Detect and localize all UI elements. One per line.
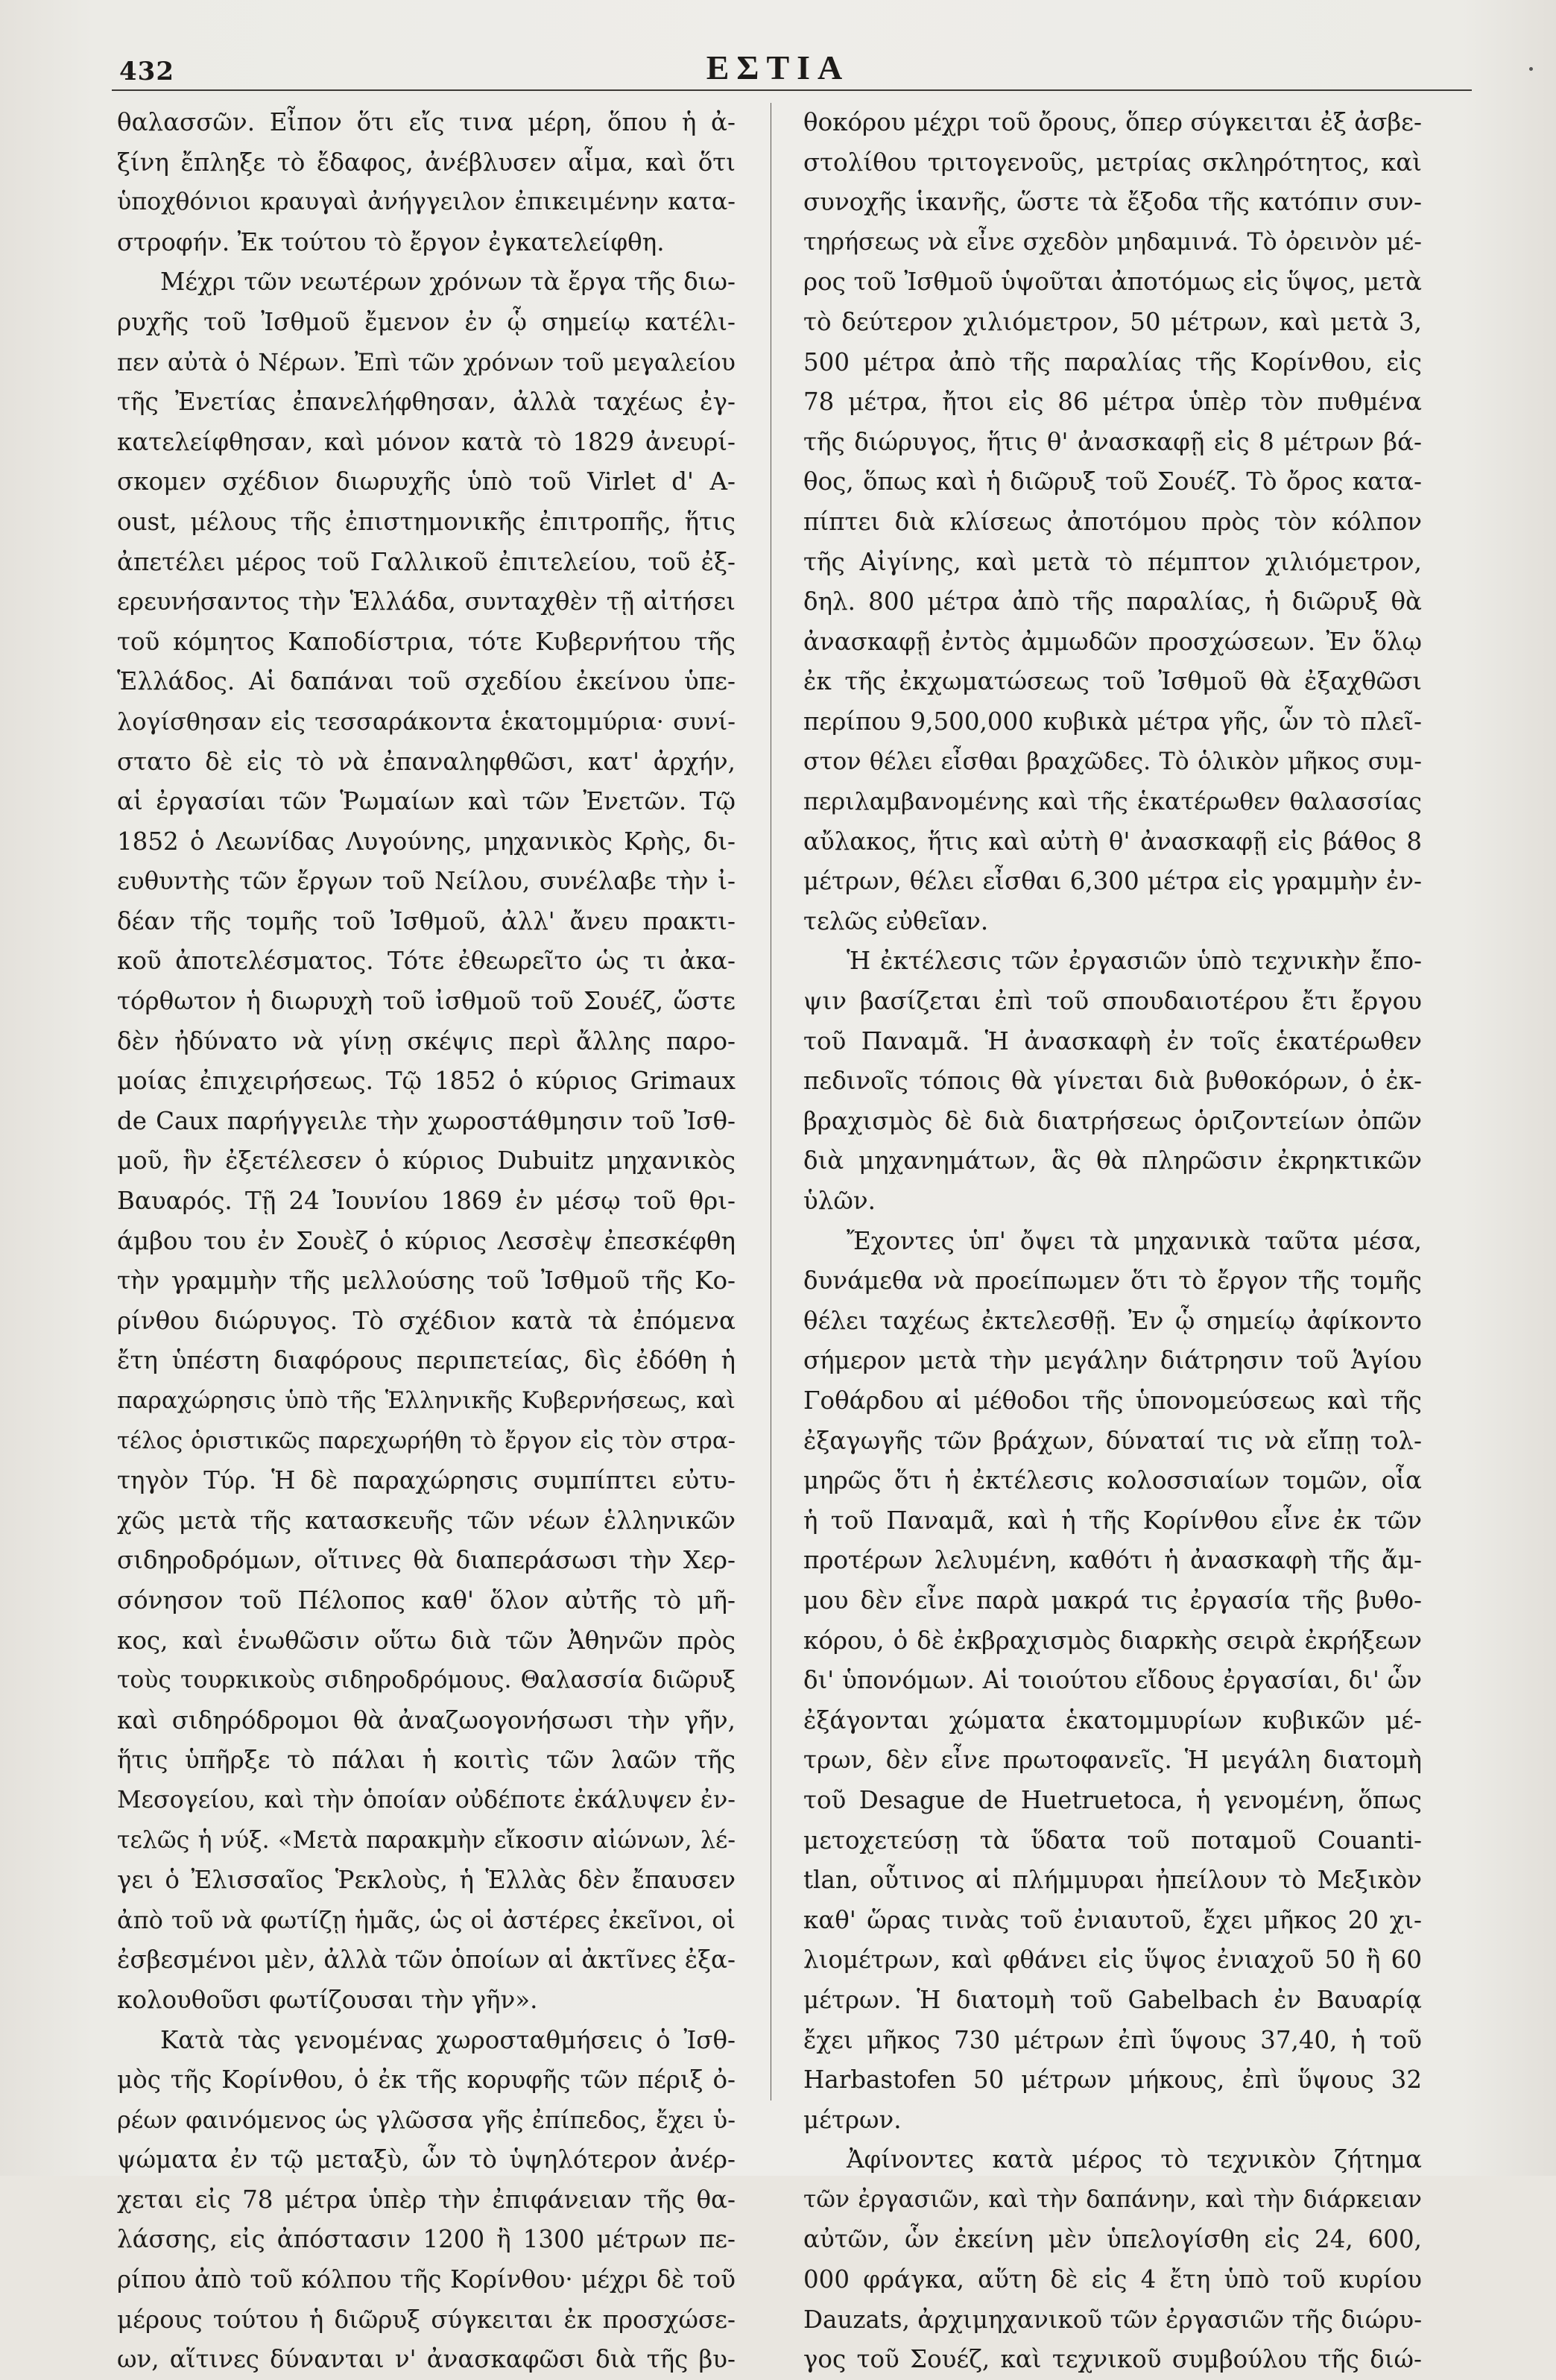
text-line: ἐκ τῆς ἐκχωματώσεως τοῦ Ἰσθμοῦ θὰ ἐξαχθῶσι [803,667,1422,696]
text-line: oust, μέλους τῆς ἐπιστημονικῆς ἐπιτροπῆς, ἥτις [117,507,736,536]
text-line: δι' ὑπονόμων. Αἱ τοιούτου εἴδους ἐργασίαι, δι' ὧν [803,1666,1422,1695]
text-line: tlan, οὗτινος αἱ πλήμμυραι ἠπείλουν τὸ Μεξικὸν [803,1866,1422,1895]
text-line: Βαυαρός. Τῇ 24 Ἰουνίου 1869 ἐν μέσῳ τοῦ θρι- [117,1187,736,1216]
text-line: τὴν γραμμὴν τῆς μελλούσης τοῦ Ἰσθμοῦ τῆς Κο- [117,1266,736,1295]
text-line: μέτρων. Ἡ διατομὴ τοῦ Gabelbach ἐν Βαυαρίᾳ [803,1985,1422,2014]
text-line: ἐξάγονται χώματα ἑκατομμυρίων κυβικῶν μέ- [803,1705,1422,1735]
running-title: ΕΣΤΙΑ [706,48,850,86]
text-line: παραχώρησις ὑπὸ τῆς Ἑλληνικῆς Κυβερνήσεως, καὶ [117,1387,736,1414]
text-line: Γοθάρδου αἱ μέθοδοι τῆς ὑπονομεύσεως καὶ τῆς [803,1386,1422,1415]
text-line: καθ' ὥρας τινὰς τοῦ ἐνιαυτοῦ, ἔχει μῆκος 20 χι- [803,1905,1422,1934]
text-line: αὔλακος, ἥτις καὶ αὐτὴ θ' ἀνασκαφῇ εἰς βάθος 8 [803,827,1422,856]
text-line: ἀπὸ τοῦ νὰ φωτίζῃ ἡμᾶς, ὡς οἱ ἀστέρες ἐκεῖνοι, οἱ [117,1905,736,1934]
text-line: κολουθοῦσι φωτίζουσαι τὴν γῆν». [117,1985,538,2014]
text-line: τοῦ Παναμᾶ. Ἡ ἀνασκαφὴ ἐν τοῖς ἑκατέρωθεν [803,1026,1422,1055]
text-line: 500 μέτρα ἀπὸ τῆς παραλίας τῆς Κορίνθου, εἰς [803,347,1422,376]
text-line: μὸς τῆς Κορίνθου, ὁ ἐκ τῆς κορυφῆς τῶν πέριξ ὀ- [117,2065,736,2095]
text-line: de Caux παρήγγειλε τὴν χωροστάθμησιν τοῦ Ἰσθ- [117,1106,736,1135]
text-line: κοῦ ἀποτελέσματος. Τότε ἐθεωρεῖτο ὡς τι ἀκα- [117,947,736,976]
text-line: σόνησον τοῦ Πέλοπος καθ' ὅλον αὐτῆς τὸ μῆ- [117,1585,736,1614]
text-line: δηλ. 800 μέτρα ἀπὸ τῆς παραλίας, ἡ διῶρυξ θὰ [803,587,1422,616]
text-line: Ἔχοντες ὑπ' ὄψει τὰ μηχανικὰ ταῦτα μέσα, [847,1226,1422,1255]
text-line: δυνάμεθα νὰ προείπωμεν ὅτι τὸ ἔργον τῆς τομῆς [803,1266,1422,1295]
text-line: τὸ δεύτερον χιλιόμετρον, 50 μέτρων, καὶ μετὰ 3, [803,307,1422,336]
text-line: λάσσης, εἰς ἀπόστασιν 1200 ἢ 1300 μέτρων πε- [117,2225,736,2254]
text-line: δέαν τῆς τομῆς τοῦ Ἰσθμοῦ, ἀλλ' ἄνευ πρακτι- [117,906,736,935]
text-line: Μεσογείου, καὶ τὴν ὁποίαν οὐδέποτε ἐκάλυψεν ἐν- [117,1786,736,1814]
text-line: τηρήσεως νὰ εἶνε σχεδὸν μηδαμινά. Τὸ ὀρεινὸν μέ- [803,228,1422,256]
text-line: αὐτῶν, ὧν ἐκείνη μὲν ὑπελογίσθη εἰς 24, 600, [803,2225,1422,2254]
text-line: καὶ σιδηρόδρομοι θὰ ἀναζωογονήσωσι τὴν γῆν, [117,1705,736,1735]
text-line: πεν αὐτὰ ὁ Νέρων. Ἐπὶ τῶν χρόνων τοῦ μεγαλείου [117,347,736,376]
text-line: σήμερον μετὰ τὴν μεγάλην διάτρησιν τοῦ Ἁγίου [803,1346,1422,1375]
text-line: Μέχρι τῶν νεωτέρων χρόνων τὰ ἔργα τῆς διω- [160,268,736,297]
text-line: σιδηροδρόμων, οἵτινες θὰ διαπεράσωσι τὴν Χερ- [117,1546,736,1575]
text-line: θοκόρου μέχρι τοῦ ὄρους, ὅπερ σύγκειται ἐξ ἀσβε- [803,108,1422,136]
text-line: ὑλῶν. [803,1187,876,1216]
text-line: 78 μέτρα, ἤτοι εἰς 86 μέτρα ὑπὲρ τὸν πυθμένα [803,388,1422,417]
text-line: 000 φράγκα, αὕτη δὲ εἰς 4 ἔτη ὑπὸ τοῦ κυρίου [803,2265,1422,2294]
text-line: ρυχῆς τοῦ Ἰσθμοῦ ἔμενον ἐν ᾧ σημείῳ κατέλι- [117,307,736,336]
text-line: πεδινοῖς τόποις θὰ γίνεται διὰ βυθοκόρων, ὁ ἐκ- [803,1067,1422,1096]
text-line: χῶς μετὰ τῆς κατασκευῆς τῶν νέων ἑλληνικῶν [117,1506,736,1535]
text-line: στατο δὲ εἰς τὸ νὰ ἐπαναληφθῶσι, κατ' ἀρχήν, [117,747,736,776]
text-line: 1852 ὁ Λεωνίδας Λυγούνης, μηχανικὸς Κρὴς, δι- [117,827,736,856]
text-line: θαλασσῶν. Εἶπον ὅτι εἴς τινα μέρη, ὅπου ἡ ἀ- [117,108,736,136]
text-line: μοῦ, ἣν ἐξετέλεσεν ὁ κύριος Dubuitz μηχανικὸς [117,1146,736,1175]
text-line: ρίνθου διώρυγος. Τὸ σχέδιον κατὰ τὰ ἐπόμενα [117,1306,736,1335]
edge-mark [1529,67,1533,71]
text-line: τοῦ Desague de Huetruetoca, ἡ γενομένη, ὅπως [803,1785,1422,1814]
text-line: Ἑλλάδος. Αἱ δαπάναι τοῦ σχεδίου ἐκείνου ὑπε- [117,667,736,696]
text-line: ξίνη ἔπληξε τὸ ἔδαφος, ἀνέβλυσεν αἷμα, καὶ ὅτι [117,148,736,177]
text-line: τόρθωτον ἡ διωρυχὴ τοῦ ἰσθμοῦ τοῦ Σουέζ, ὥστε [117,987,736,1016]
text-line: στον θέλει εἶσθαι βραχῶδες. Τὸ ὁλικὸν μῆκος συμ- [803,748,1422,775]
text-line: ἔχει μῆκος 730 μέτρων ἐπὶ ὕψους 37,40, ἡ τοῦ [803,2025,1422,2054]
text-line: δὲν ἠδύνατο νὰ γίνῃ σκέψις περὶ ἄλλης παρο- [117,1026,736,1055]
text-line: γει ὁ Ἐλισσαῖος Ῥεκλοὺς, ἡ Ἑλλὰς δὲν ἔπαυσεν [117,1866,736,1895]
text-line: στροφήν. Ἐκ τούτου τὸ ἔργον ἐγκατελείφθη. [117,227,665,256]
header-rule [112,89,1472,91]
text-line: λιομέτρων, καὶ φθάνει εἰς ὕψος ἐνιαχοῦ 50 ἢ 60 [803,1945,1422,1975]
text-line: τελῶς ἡ νύξ. «Μετὰ παρακμὴν εἴκοσιν αἰώνων, λέ- [117,1826,736,1854]
text-line: τέλος ὁριστικῶς παρεχωρήθη τὸ ἔργον εἰς τὸν στρα- [117,1427,736,1454]
text-line: μέτρων. [803,2105,902,2134]
text-line: Ἡ ἐκτέλεσις τῶν ἐργασιῶν ὑπὸ τεχνικὴν ἔπο- [847,947,1422,976]
right-column [803,103,1422,2380]
text-line: τηγὸν Τύρ. Ἡ δὲ παραχώρησις συμπίπτει εὐτυ- [117,1466,736,1495]
text-line: ἀνασκαφῇ ἐντὸς ἀμμωδῶν προσχώσεων. Ἐν ὅλῳ [803,627,1422,656]
text-line: γος τοῦ Σουέζ, καὶ τεχνικοῦ συμβούλου τῆς διώ- [803,2345,1422,2374]
text-line: διὰ μηχανημάτων, ἃς θὰ πληρῶσιν ἐκρηκτικῶν [803,1146,1422,1175]
text-line: ἡ τοῦ Παναμᾶ, καὶ ἡ τῆς Κορίνθου εἶνε ἐκ τῶν [803,1506,1422,1535]
text-line: ρος τοῦ Ἰσθμοῦ ὑψοῦται ἀποτόμως εἰς ὕψος, μετὰ [803,268,1422,297]
text-line: ψιν βασίζεται ἐπὶ τοῦ σπουδαιοτέρου ἔτι ἔργου [803,987,1422,1016]
text-line: ἀπετέλει μέρος τοῦ Γαλλικοῦ ἐπιτελείου, τοῦ ἐξ- [117,547,736,576]
text-line: περιλαμβανομένης καὶ τῆς ἑκατέρωθεν θαλασσίας [803,787,1422,816]
text-line: μοίας ἐπιχειρήσεως. Τῷ 1852 ὁ κύριος Grimaux [117,1067,736,1096]
text-line: τῆς Ἐνετίας ἐπανελήφθησαν, ἀλλὰ ταχέως ἐγ- [117,388,736,417]
text-line: κόρου, ὁ δὲ ἐκβραχισμὸς διαρκὴς σειρὰ ἐκρήξεων [803,1626,1422,1655]
text-line: τελῶς εὐθεῖαν. [803,906,989,935]
text-line: σκομεν σχέδιον διωρυχῆς ὑπὸ τοῦ Virlet d' A- [117,467,736,496]
text-line: ἔτη ὑπέστη διαφόρους περιπετείας, δὶς ἐδόθη ἡ [117,1346,736,1375]
text-line: προτέρων λελυμένη, καθότι ἡ ἀνασκαφὴ τῆς ἄμ- [803,1546,1422,1575]
text-line: ρίπου ἀπὸ τοῦ κόλπου τῆς Κορίνθου· μέχρι δὲ τοῦ [117,2265,736,2294]
text-line: θέλει ταχέως ἐκτελεσθῇ. Ἐν ᾧ σημείῳ ἀφίκοντο [803,1306,1422,1335]
text-line: τῶν ἐργασιῶν, καὶ τὴν δαπάνην, καὶ τὴν διάρκειαν [803,2185,1422,2213]
text-line: άμβου του ἐν Σουὲζ ὁ κύριος Λεσσὲψ ἐπεσκέφθη [117,1226,736,1255]
text-line: τρων, δὲν εἶνε πρωτοφανεῖς. Ἡ μεγάλη διατομὴ [803,1746,1422,1775]
page-number: 432 [119,57,174,86]
left-column [117,103,736,2380]
text-line: στολίθου τριτογενοῦς, μετρίας σκληρότητος, καὶ [803,148,1422,177]
text-line: μέτρων, θέλει εἶσθαι 6,300 μέτρα εἰς γραμμὴν ἐν- [803,867,1422,896]
text-line: βραχισμὸς δὲ διὰ διατρήσεως ὁριζοντείων ὀπῶν [803,1106,1422,1135]
text-line: μετοχετεύσῃ τὰ ὕδατα τοῦ ποταμοῦ Couanti- [803,1825,1422,1855]
text-line: κατελείφθησαν, καὶ μόνον κατὰ τὸ 1829 ἀνευρί- [117,427,736,456]
text-line: ὑποχθόνιοι κραυγαὶ ἀνήγγειλον ἐπικειμένην κατα- [117,189,736,216]
text-line: ερευνήσαντος τὴν Ἑλλάδα, συνταχθὲν τῇ αἰτήσει [117,587,736,616]
text-line: χεται εἰς 78 μέτρα ὑπὲρ τὴν ἐπιφάνειαν τῆς θα- [117,2185,736,2214]
text-line: τοῦ κόμητος Καποδίστρια, τότε Κυβερνήτου τῆς [117,627,736,656]
text-line: κος, καὶ ἑνωθῶσιν οὕτω διὰ τῶν Ἀθηνῶν πρὸς [117,1626,736,1655]
text-line: Κατὰ τὰς γενομένας χωροσταθμήσεις ὁ Ἰσθ- [160,2025,736,2054]
text-line: θος, ὅπως καὶ ἡ διῶρυξ τοῦ Σουέζ. Τὸ ὄρος κατα- [803,467,1422,496]
text-line: πίπτει διὰ κλίσεως ἀποτόμου πρὸς τὸν κόλπον [803,507,1422,536]
text-line: συνοχῆς ἱκανῆς, ὥστε τὰ ἔξοδα τῆς κατόπιν συν- [803,188,1422,217]
text-line: αἱ ἐργασίαι τῶν Ῥωμαίων καὶ τῶν Ἐνετῶν. Τῷ [117,787,736,816]
text-line: μου δὲν εἶνε παρὰ μακρά τις ἐργασία τῆς βυθο- [803,1585,1422,1614]
text-line: ρέων φαινόμενος ὡς γλῶσσα γῆς ἐπίπεδος, ἔχει ὑ- [117,2105,736,2134]
text-line: ἥτις ὑπῆρξε τὸ πάλαι ἡ κοιτὶς τῶν λαῶν τῆς [117,1746,736,1775]
text-line: Ἀφίνοντες κατὰ μέρος τὸ τεχνικὸν ζήτημα [847,2145,1422,2174]
text-line: μηρῶς ὅτι ἡ ἐκτέλεσις κολοσσιαίων τομῶν, οἷα [803,1466,1422,1495]
text-line: ων, αἵτινες δύνανται ν' ἀνασκαφῶσι διὰ τῆς βυ- [117,2345,736,2374]
text-line: ψώματα ἐν τῷ μεταξὺ, ὧν τὸ ὑψηλότερον ἀνέρ- [117,2145,736,2174]
text-line: ευθυντὴς τῶν ἔργων τοῦ Νείλου, συνέλαβε τὴν ἰ- [117,867,736,896]
text-line: περίπου 9,500,000 κυβικὰ μέτρα γῆς, ὧν τὸ πλεῖ- [803,707,1422,736]
text-line: Harbastofen 50 μέτρων μήκους, ἐπὶ ὕψους 32 [803,2065,1422,2095]
text-line: τῆς Αἰγίνης, καὶ μετὰ τὸ πέμπτον χιλιόμετρον, [803,547,1422,576]
text-line: ἐξαγωγῆς τῶν βράχων, δύναταί τις νὰ εἴπῃ τολ- [803,1426,1422,1455]
text-line: μέρους τούτου ἡ διῶρυξ σύγκειται ἐκ προσχώσε- [117,2305,736,2334]
text-line: ἐσβεσμένοι μὲν, ἀλλὰ τῶν ὁποίων αἱ ἀκτῖνες ἐξα- [117,1945,736,1975]
text-line: λογίσθησαν εἰς τεσσαράκοντα ἑκατομμύρια· συνί- [117,707,736,736]
text-line: τῆς διώρυγος, ἥτις θ' ἀνασκαφῇ εἰς 8 μέτρων βά- [803,427,1422,456]
text-line: Dauzats, ἀρχιμηχανικοῦ τῶν ἐργασιῶν τῆς διώρυ- [803,2305,1423,2334]
text-line: τοὺς τουρκικοὺς σιδηροδρόμους. Θαλασσία διῶρυξ [117,1667,736,1694]
